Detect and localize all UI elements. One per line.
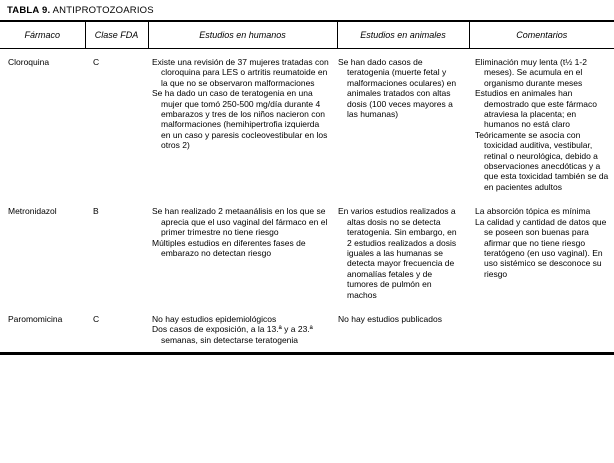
cell-comentarios bbox=[469, 49, 614, 194]
cell-farmaco: Metronidazol bbox=[8, 206, 57, 217]
cell-estudios-animales bbox=[337, 49, 469, 194]
col-header-comentarios: Comentarios bbox=[469, 21, 614, 49]
paragraph: Se ha dado un caso de teratogenia en una mujer que tomó 250-500 mg/día durante 4 embarazos y tres de los niños nacieron con malformaciones (hemihipertrofia izquierda en un caso y paresis cocleovestibular en los otros 2) bbox=[152, 88, 328, 151]
paragraph: La calidad y cantidad de datos que se poseen son buenas para afirmar que no tiene riesgo teratógeno (en uso vaginal). En uso sistémico se desconoce su riesgo bbox=[475, 216, 607, 279]
paragraph: No hay estudios publicados bbox=[338, 313, 442, 324]
cell-estudios-animales bbox=[337, 301, 469, 352]
cell-estudios-animales bbox=[337, 193, 469, 301]
table-title bbox=[0, 4, 614, 20]
paragraph: Teóricamente se asocia con toxicidad auditiva, vestibular, retinal o neurológica, debido a observaciones anecdóticas y a que esta toxicidad también se da en pacientes adultos bbox=[475, 129, 609, 192]
table-title-number: TABLA 9. bbox=[7, 5, 51, 16]
cell-estudios-humanos bbox=[148, 193, 337, 301]
cell-estudios-humanos bbox=[148, 49, 337, 194]
cell-farmaco: Cloroquina bbox=[8, 57, 50, 67]
paragraph: Eliminación muy lenta (t½ 1-2 meses). Se acumula en el organismo durante meses bbox=[475, 57, 587, 88]
cell-estudios-humanos bbox=[148, 301, 337, 352]
paragraph: Dos casos de exposición, a la 13.ª y a 23.ª semanas, sin detectarse teratogenia bbox=[152, 324, 313, 345]
table-row bbox=[0, 193, 614, 301]
antiprotozoarios-table bbox=[0, 20, 614, 352]
cell-clase-fda: B bbox=[93, 206, 99, 217]
col-header-estudios-humanos: Estudios en humanos bbox=[148, 21, 337, 49]
cell-clase-fda: C bbox=[93, 57, 100, 67]
paragraph: Existe una revisión de 37 mujeres tratadas con cloroquina para LES o artritis reumatoide en la que no se observaron malformaciones bbox=[152, 57, 329, 88]
table-row bbox=[0, 301, 614, 352]
table-body bbox=[0, 49, 614, 353]
paragraph: Estudios en animales han demostrado que este fármaco atraviesa la placenta; en humanos no está claro bbox=[475, 88, 597, 130]
paragraph: En varios estudios realizados a altas dosis no se detecta teratogenia. Sin embargo, en 2 estudios realizados a dosis iguales a las humanas se detecta mayor frecuencia de anomalías fetales y de tumores de pulmón en machos bbox=[338, 206, 457, 300]
cell-farmaco: Paromomicina bbox=[8, 313, 63, 324]
paragraph: La absorción tópica es mínima bbox=[475, 206, 591, 217]
table-bottom-rule bbox=[0, 352, 614, 355]
col-header-clase-fda: Clase FDA bbox=[85, 21, 148, 49]
paragraph: No hay estudios epidemiológicos bbox=[152, 313, 277, 324]
cell-comentarios bbox=[469, 193, 614, 301]
paragraph: Se han dado casos de teratogenia (muerte fetal y malformaciones oculares) en animales tratados con altas dosis (100 veces mayores a las humanas) bbox=[338, 57, 457, 120]
paragraph: Se han realizado 2 metaanálisis en los que se aprecia que el uso vaginal del fármaco en el primer trimestre no tiene riesgo bbox=[152, 206, 328, 238]
table-title-text: ANTIPROTOZOARIOS bbox=[50, 5, 154, 16]
cell-clase-fda: C bbox=[93, 313, 100, 324]
col-header-farmaco: Fármaco bbox=[0, 21, 85, 49]
cell-comentarios bbox=[469, 301, 614, 352]
col-header-estudios-animales: Estudios en animales bbox=[337, 21, 469, 49]
header-row bbox=[0, 21, 614, 49]
paragraph: Múltiples estudios en diferentes fases de embarazo no detectan riesgo bbox=[152, 237, 306, 258]
table-row bbox=[0, 49, 614, 194]
